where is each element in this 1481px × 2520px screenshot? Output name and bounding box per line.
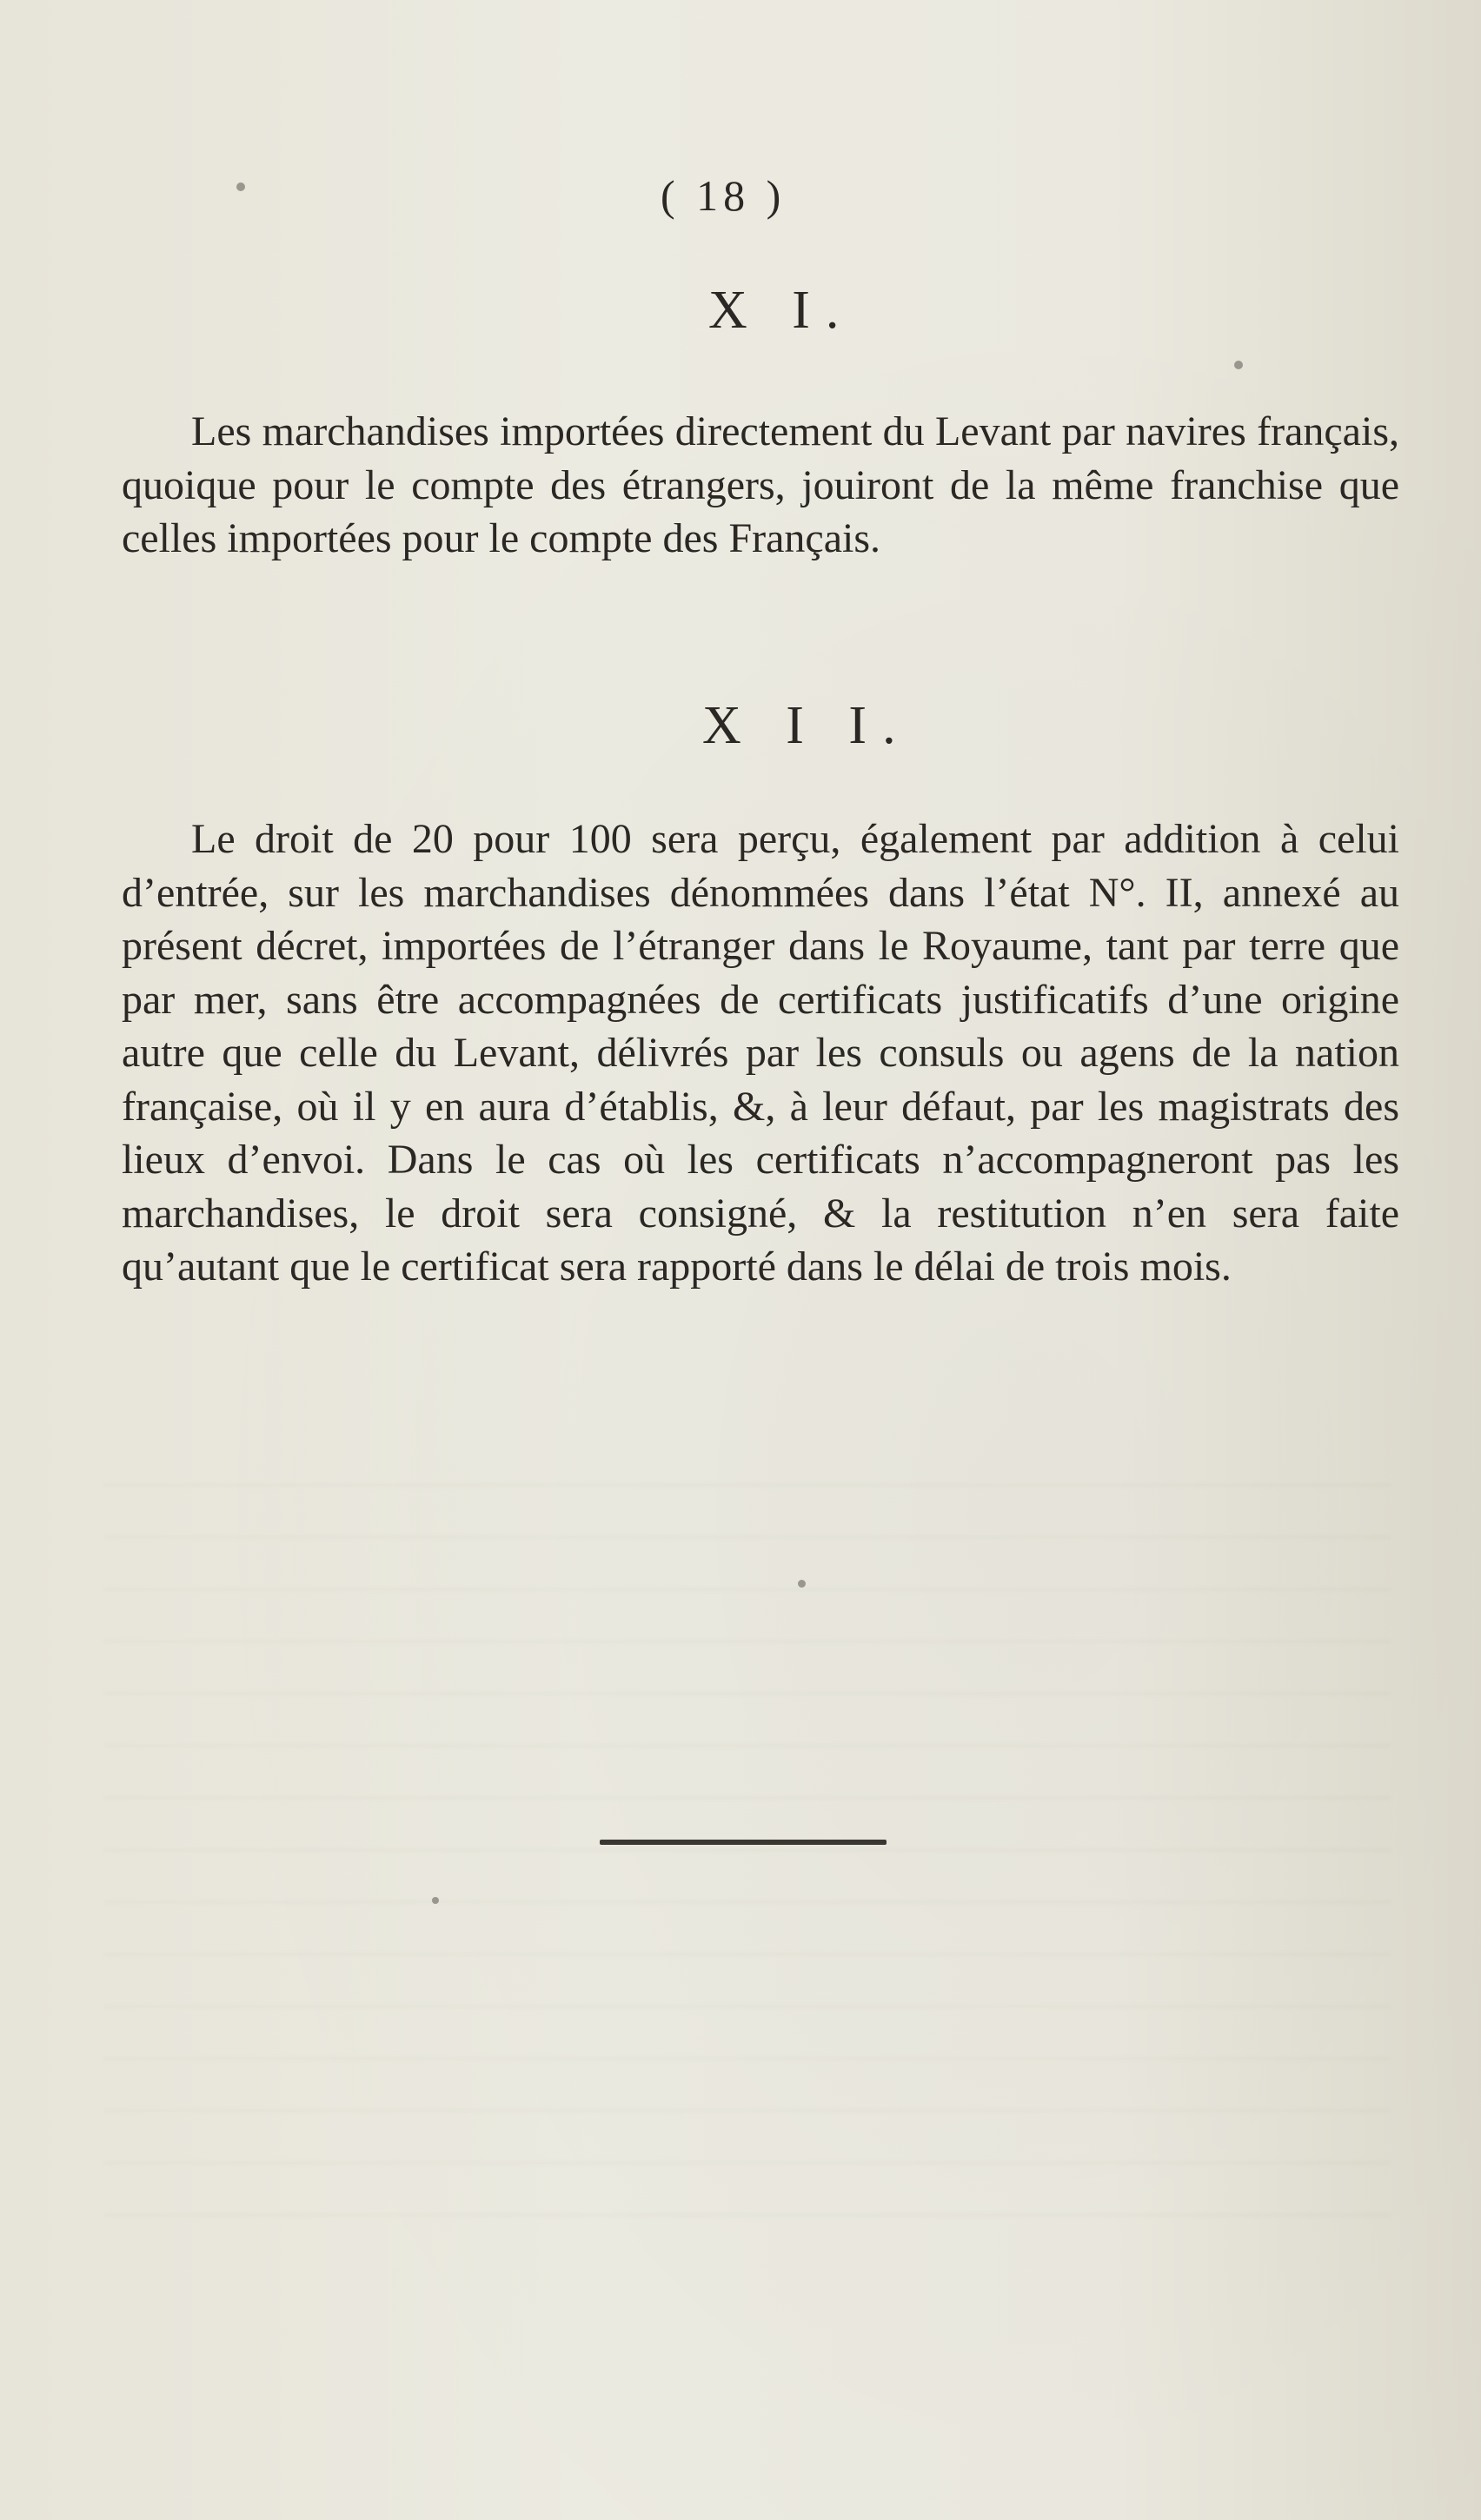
article-text-xii: Le droit de 20 pour 100 sera perçu, également par addition à celui d’entrée, sur les marchandises dénommées dans l’état N°. II, annexé au présent décret, importées de l’étranger dans le Royaume, tant par terre que par mer, sans être accompagnées de certificats justificatifs d’une origine autre que celle du Levant, délivrés par les consuls ou agens de la nation française, où il y en aura d’établis, &, à leur défaut, par les magistrats des lieux d’envoi. Dans le cas où les certificats n’accompagneront pas les marchandises, le droit sera consigné, & la restitution n’en sera faite qu’autant que le certificat sera rapporté dans le délai de trois mois.: [122, 816, 1399, 1290]
ink-spot: [1234, 361, 1243, 369]
section-divider: [600, 1840, 887, 1845]
article-heading-xii: X I I.: [702, 696, 912, 755]
ink-spot: [432, 1897, 439, 1904]
page-number: ( 18 ): [661, 171, 787, 220]
article-heading-xi: X I.: [708, 281, 855, 340]
article-text-xi: Les marchandises importées directement du Levant par navires français, quoique pour le compte des étrangers, jouiront de la même franchise que celles importées pour le compte des Français.: [122, 408, 1399, 561]
bleed-through-texture: [104, 1434, 1391, 2216]
ink-spot: [798, 1580, 806, 1588]
ink-spot: [236, 182, 245, 191]
